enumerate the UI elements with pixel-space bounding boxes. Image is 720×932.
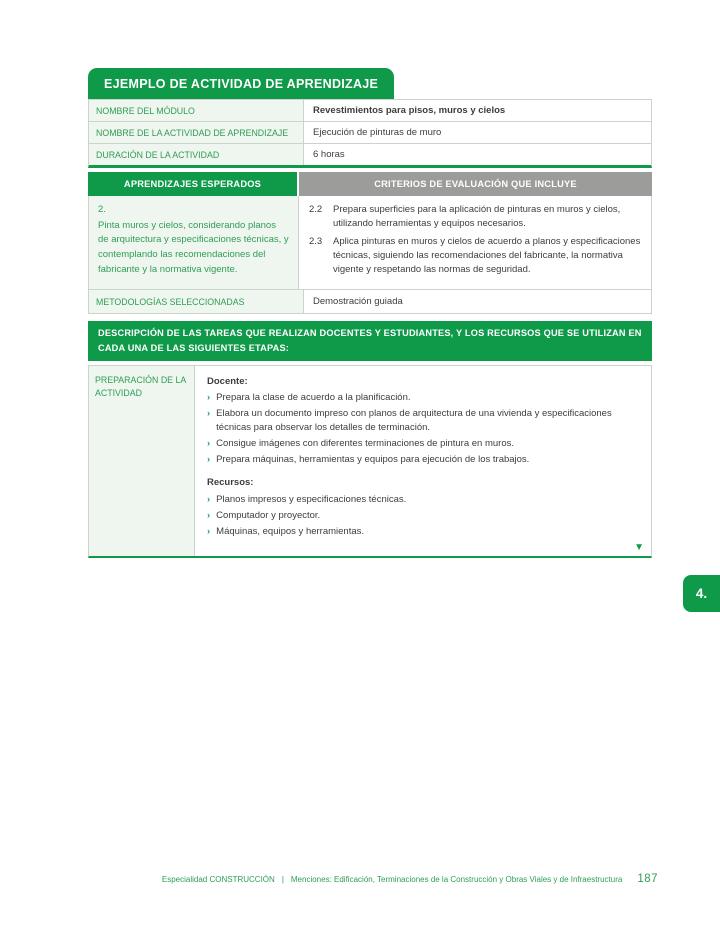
info-value: Ejecución de pinturas de muro <box>313 127 442 138</box>
footer-specialty: Especialidad CONSTRUCCIÓN <box>161 875 275 884</box>
list-item <box>207 391 639 405</box>
info-label: DURACIÓN DE LA ACTIVIDAD <box>89 144 304 165</box>
bullet-chevron-icon: › <box>207 509 211 521</box>
footer-mentions: Menciones: Edificación, Terminaciones de la Construcción y Obras Viales y de Infraestructura <box>290 875 623 884</box>
criterion-text: Prepara superficies para la aplicación de pinturas en muros y cielos, utilizando herramientas y equipos necesarios. <box>333 204 621 230</box>
info-table <box>88 99 652 168</box>
list-item-text: Computador y proyector. <box>216 509 321 521</box>
bullet-chevron-icon: › <box>207 408 211 420</box>
list-item-text: Elabora un documento impreso con planos de arquitectura de una vivienda y especificaciones técnicas para observar los detalles de terminación. <box>216 408 612 433</box>
learning-table-body <box>88 196 652 290</box>
list-item <box>207 453 639 467</box>
docente-list <box>207 391 639 466</box>
table-row <box>89 100 651 122</box>
criterion-number: 2.2 <box>309 204 323 215</box>
bullet-chevron-icon: › <box>207 392 211 404</box>
list-item <box>207 509 639 523</box>
info-value: Revestimientos para pisos, muros y cielos <box>313 105 506 116</box>
list-item-text: Consigue imágenes con diferentes terminaciones de pintura en muros. <box>216 437 515 449</box>
info-label: NOMBRE DE LA ACTIVIDAD DE APRENDIZAJE <box>89 122 304 143</box>
preparation-content <box>195 366 651 557</box>
recursos-heading: Recursos: <box>207 477 254 489</box>
evaluation-criteria-header: CRITERIOS DE EVALUACIÓN QUE INCLUYE <box>299 172 652 196</box>
methodology-value: Demostración guiada <box>313 296 403 308</box>
chapter-tab: 4. <box>683 575 720 612</box>
expected-learning-cell <box>89 196 299 289</box>
description-banner: DESCRIPCIÓN DE LAS TAREAS QUE REALIZAN DOCENTES Y ESTUDIANTES, Y LOS RECURSOS QUE SE UTILIZAN EN CADA UNA DE LAS SIGUIENTES ETAPAS: <box>88 321 652 360</box>
list-item <box>207 525 639 539</box>
bullet-chevron-icon: › <box>207 437 211 449</box>
learning-table <box>88 172 652 314</box>
expected-learning-text: Pinta muros y cielos, considerando planos de arquitectura y especificaciones técnicas, y contemplando las recomendaciones del fabricante y la normativa vigente. <box>98 219 289 275</box>
list-item <box>207 437 639 451</box>
footer <box>88 873 658 885</box>
learning-table-headers <box>88 172 652 196</box>
document-page <box>88 68 652 558</box>
list-item <box>207 407 639 435</box>
page-title: EJEMPLO DE ACTIVIDAD DE APRENDIZAJE <box>88 68 394 99</box>
criteria-cell <box>299 196 651 289</box>
recursos-block <box>207 476 639 538</box>
methodology-row <box>88 290 652 314</box>
criterion-number: 2.3 <box>309 235 323 247</box>
page-number: 187 <box>637 873 658 885</box>
criterion-item <box>309 203 641 232</box>
list-item-text: Prepara la clase de acuerdo a la planificación. <box>216 392 411 404</box>
preparation-section <box>88 365 652 559</box>
list-item-text: Máquinas, equipos y herramientas. <box>216 525 365 537</box>
table-row <box>89 144 651 165</box>
bullet-chevron-icon: › <box>207 494 211 506</box>
criterion-item <box>309 235 641 278</box>
info-value: 6 horas <box>313 149 345 160</box>
preparation-label: PREPARACIÓN DE LA ACTIVIDAD <box>89 366 195 557</box>
footer-separator: | <box>281 875 284 884</box>
info-label: NOMBRE DEL MÓDULO <box>89 100 304 121</box>
continuation-arrow-icon: ▼ <box>634 542 644 554</box>
bullet-chevron-icon: › <box>207 453 211 465</box>
bullet-chevron-icon: › <box>207 525 211 537</box>
list-item-text: Prepara máquinas, herramientas y equipos para ejecución de los trabajos. <box>216 453 530 465</box>
list-item <box>207 493 639 507</box>
docente-heading: Docente: <box>207 375 248 387</box>
expected-learning-number: 2. <box>98 204 106 215</box>
list-item-text: Planos impresos y especificaciones técnicas. <box>216 494 407 506</box>
methodology-label: METODOLOGÍAS SELECCIONADAS <box>89 290 304 313</box>
table-row <box>89 122 651 144</box>
expected-learning-header: APRENDIZAJES ESPERADOS <box>88 172 297 196</box>
criterion-text: Aplica pinturas en muros y cielos de acuerdo a planos y especificaciones técnicas, siguiendo las recomendaciones del fabricante, la normativa vigente y respetando las normas de seguridad. <box>333 235 641 275</box>
recursos-list <box>207 493 639 538</box>
